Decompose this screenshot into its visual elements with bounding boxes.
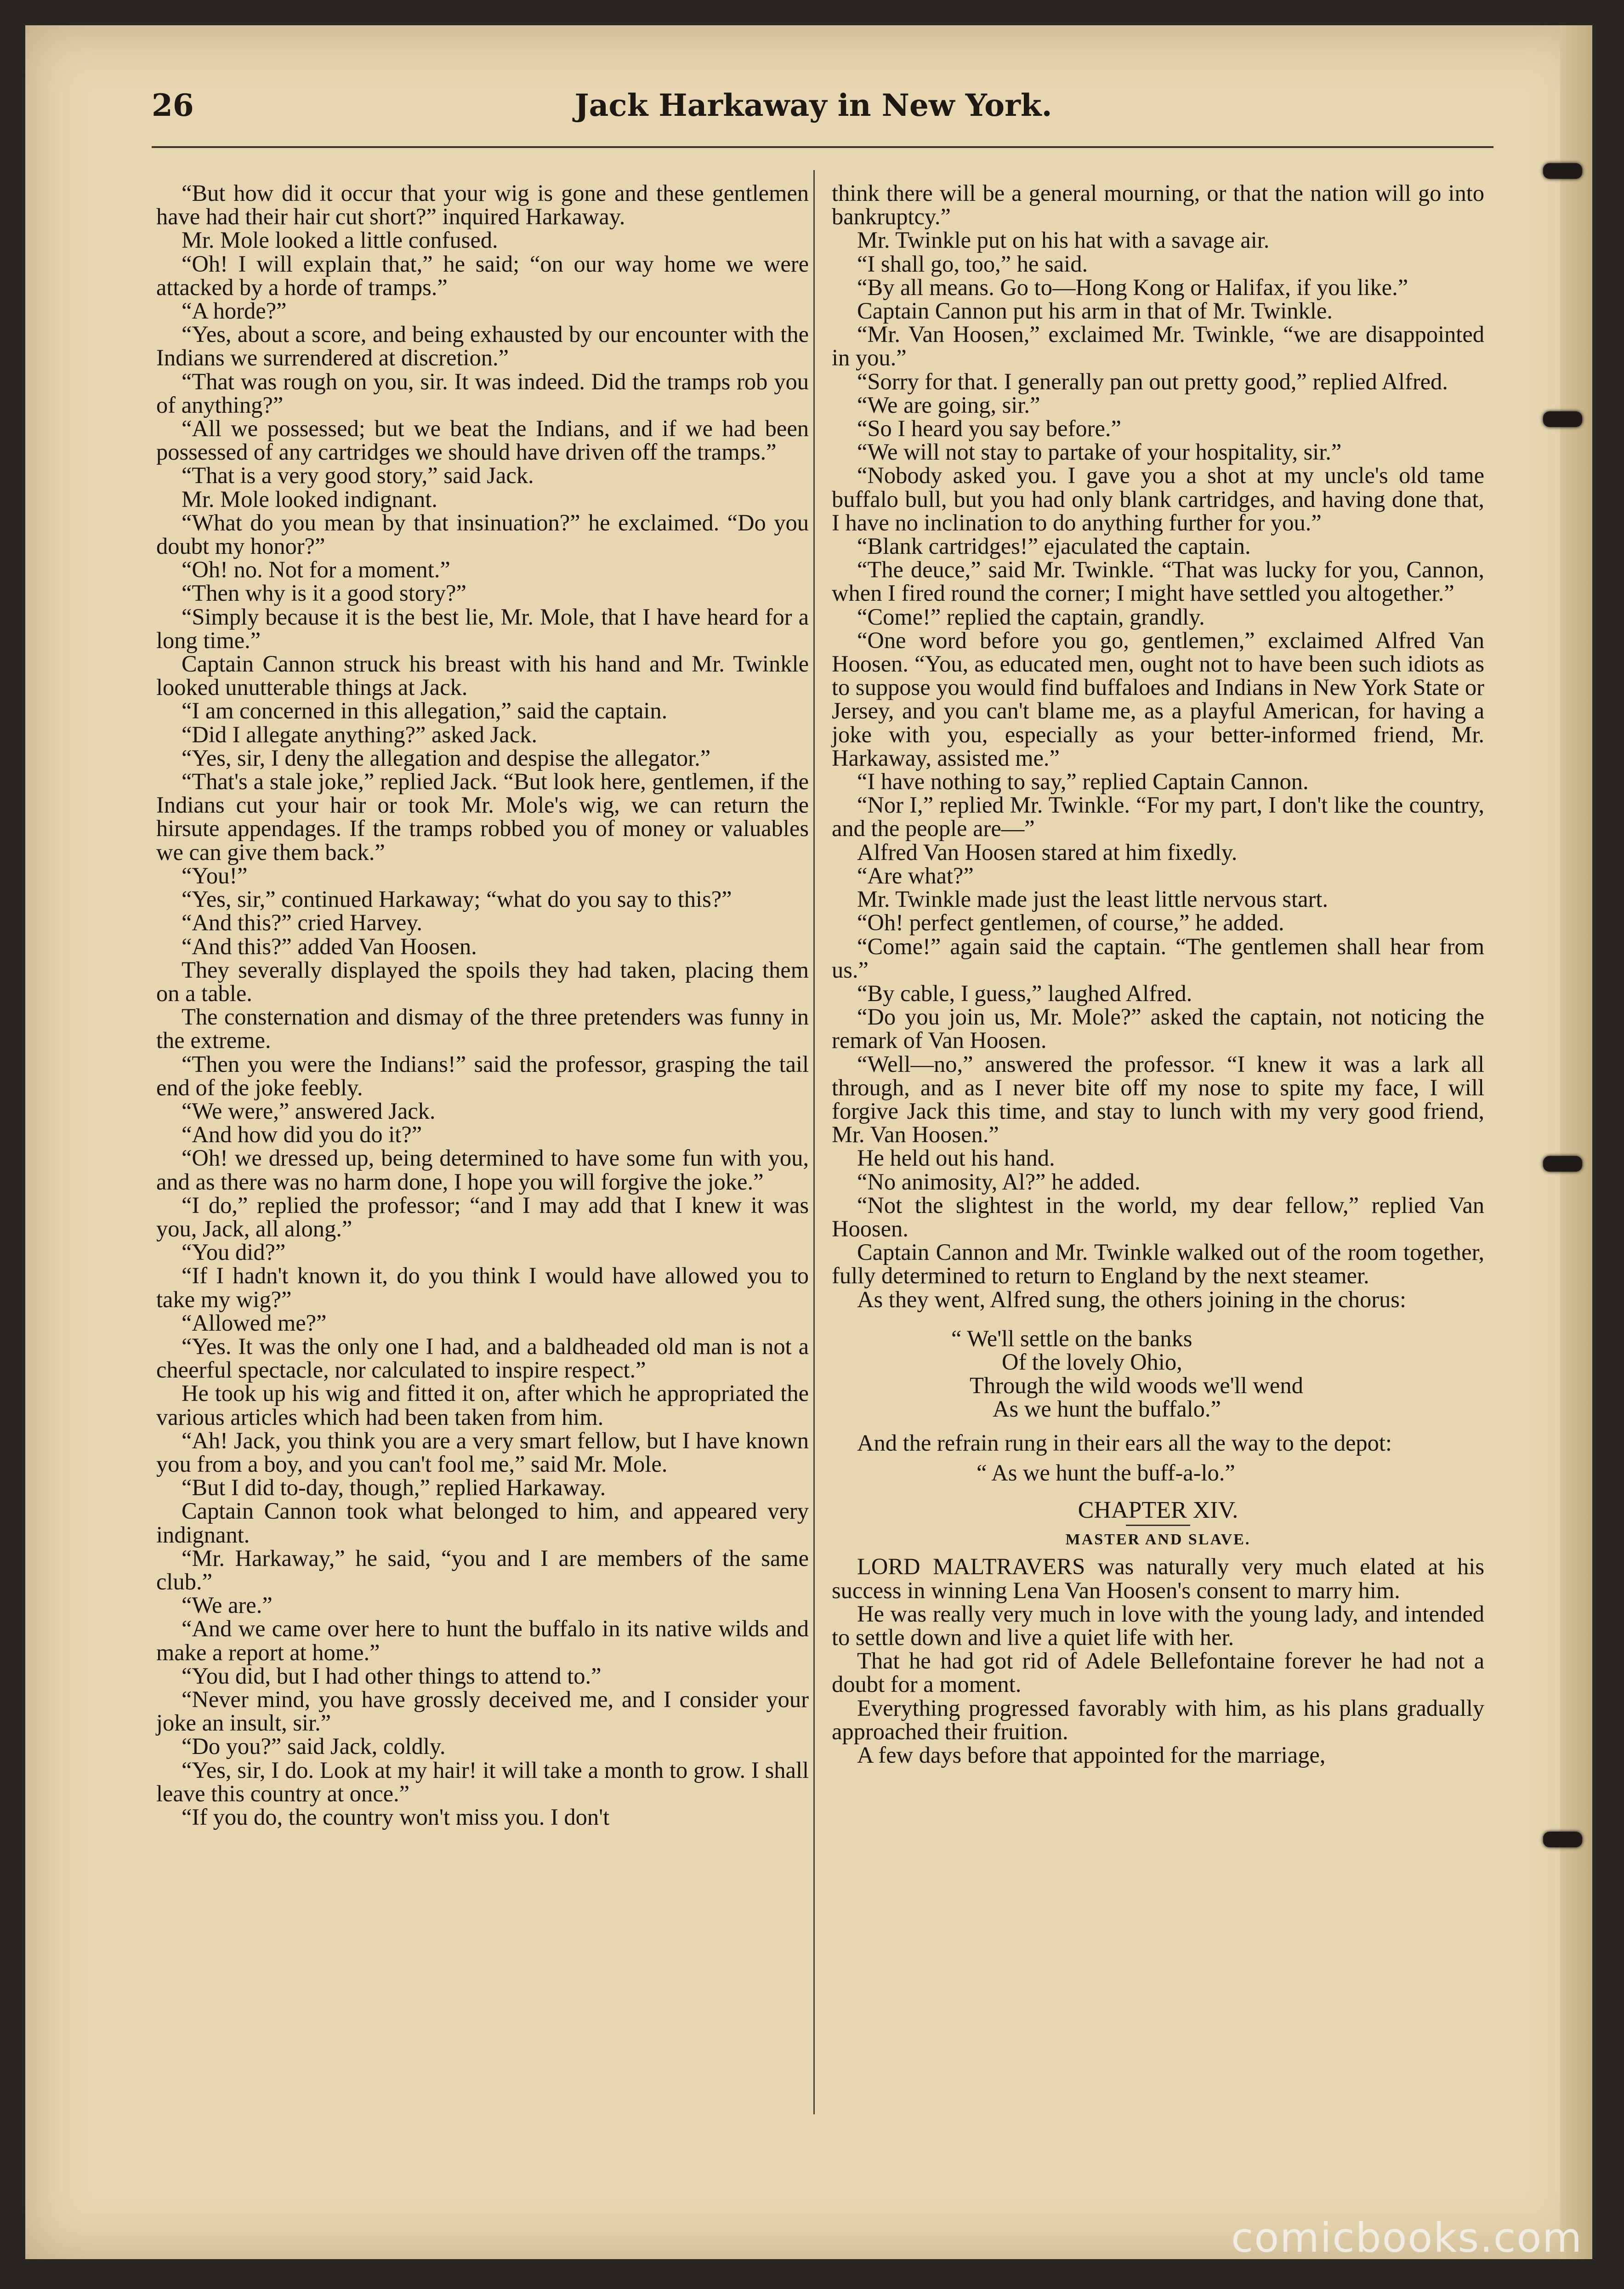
paragraph: “Yes, sir, I deny the allegation and despise the allegator.” bbox=[182, 745, 711, 771]
chapter-rule bbox=[1126, 1525, 1190, 1526]
running-title: Jack Harkaway in New York. bbox=[574, 87, 1052, 123]
paragraph: And the refrain rung in their ears all the way to the depot: bbox=[857, 1429, 1392, 1456]
paragraph: They severally displayed the spoils they had taken, placing them on a table. bbox=[156, 957, 809, 1006]
paragraph: “Nor I,” replied Mr. Twinkle. “For my part, I don't like the country, and the people are—” bbox=[832, 792, 1484, 842]
paragraph: Captain Cannon took what belonged to him, and appeared very indignant. bbox=[156, 1498, 809, 1548]
paragraph: “Ah! Jack, you think you are a very smart fellow, but I have known you from a boy, and you can't fool me,” said Mr. Mole. bbox=[156, 1427, 809, 1477]
paragraph: “What do you mean by that insinuation?” he exclaimed. “Do you doubt my honor?” bbox=[156, 509, 809, 559]
right-column-text-c bbox=[832, 1555, 1484, 1767]
paragraph: Everything progressed favorably with him, as his plans gradually approached their fruition. bbox=[832, 1695, 1484, 1744]
paragraph: “You!” bbox=[182, 862, 248, 888]
paragraph: Mr. Twinkle made just the least little nervous start. bbox=[857, 886, 1328, 912]
page-number: 26 bbox=[152, 87, 194, 123]
paragraph: “If I hadn't known it, do you think I would have allowed you to take my wig?” bbox=[156, 1263, 809, 1312]
paragraph: “We were,” answered Jack. bbox=[182, 1098, 436, 1124]
paragraph: “I shall go, too,” he said. bbox=[857, 251, 1088, 277]
paragraph: “And we came over here to hunt the buffalo in its native wilds and make a report at home.” bbox=[156, 1616, 809, 1665]
verse-line: Through the wild woods we'll wend bbox=[970, 1372, 1303, 1399]
paragraph: “Nobody asked you. I gave you a shot at my uncle's old tame buffalo bull, but you had only blank cartridges, and having done that, I have no inclination to do anything further for you.” bbox=[832, 462, 1484, 535]
paragraph: “All we possessed; but we beat the Indians, and if we had been possessed of any cartridges we should have driven off the tramps.” bbox=[156, 416, 809, 465]
paragraph: “So I heard you say before.” bbox=[857, 416, 1121, 442]
staple bbox=[1543, 1832, 1582, 1847]
paragraph: “Oh! perfect gentlemen, of course,” he added. bbox=[857, 910, 1284, 936]
paragraph: “That's a stale joke,” replied Jack. “But look here, gentlemen, if the Indians cut your hair or took Mr. Mole's wig, we can return the hirsute appendages. If the tramps robbed you of money or valuables we can give them back.” bbox=[156, 769, 809, 865]
paragraph: “Do you?” said Jack, coldly. bbox=[182, 1733, 446, 1759]
paragraph: Captain Cannon struck his breast with his hand and Mr. Twinkle looked unutterable things at Jack. bbox=[156, 651, 809, 700]
chorus-end: “ As we hunt the buff-a-lo.” bbox=[977, 1459, 1235, 1486]
paragraph: “Come!” again said the captain. “The gentlemen shall hear from us.” bbox=[832, 933, 1484, 983]
staple bbox=[1543, 411, 1582, 427]
paragraph: That he had got rid of Adele Bellefontaine forever he had not a doubt for a moment. bbox=[832, 1648, 1484, 1697]
paragraph: “Come!” replied the captain, grandly. bbox=[857, 604, 1205, 630]
verse bbox=[832, 1327, 1484, 1421]
paragraph: “Oh! we dressed up, being determined to have some fun with you, and as there was no harm done, I hope you will forgive the joke.” bbox=[156, 1145, 809, 1195]
paragraph: “Well—no,” answered the professor. “I knew it was a lark all through, and as I never bite off my nose to spite my face, I will forgive Jack this time, and stay to lunch with my very good friend, Mr. Van Hoosen.” bbox=[832, 1051, 1484, 1148]
paragraph: The consternation and dismay of the three pretenders was funny in the extreme. bbox=[156, 1004, 809, 1053]
paragraph: “Do you join us, Mr. Mole?” asked the captain, not noticing the remark of Van Hoosen. bbox=[832, 1004, 1484, 1053]
paragraph: think there will be a general mourning, or that the nation will go into bankruptcy.” bbox=[832, 180, 1484, 230]
watermark: comicbooks.com bbox=[1231, 2214, 1583, 2261]
header-rule bbox=[152, 146, 1493, 148]
paragraph: “Then why is it a good story?” bbox=[182, 580, 466, 606]
paragraph: “We are.” bbox=[182, 1592, 273, 1618]
paragraph: “Never mind, you have grossly deceived me, and I consider your joke an insult, sir.” bbox=[156, 1686, 809, 1736]
paragraph: “Allowed me?” bbox=[182, 1310, 327, 1336]
page bbox=[25, 25, 1592, 2259]
paragraph: He was really very much in love with the young lady, and intended to settle down and live a quiet life with her. bbox=[832, 1600, 1484, 1650]
paragraph: Mr. Mole looked indignant. bbox=[182, 486, 437, 512]
staple bbox=[1543, 1156, 1582, 1172]
paragraph: LORD MALTRAVERS was naturally very much elated at his success in winning Lena Van Hoosen's consent to marry him. bbox=[832, 1554, 1484, 1603]
paragraph: “But how did it occur that your wig is gone and these gentlemen have had their hair cut short?” inquired Harkaway. bbox=[156, 180, 809, 230]
paragraph: “No animosity, Al?” he added. bbox=[857, 1168, 1141, 1195]
paragraph: “You did?” bbox=[182, 1239, 286, 1265]
paragraph: “Yes, sir, I do. Look at my hair! it will take a month to grow. I shall leave this country at once.” bbox=[156, 1757, 809, 1806]
right-column-text-a bbox=[832, 182, 1484, 1311]
paragraph: “Blank cartridges!” ejaculated the captain. bbox=[857, 533, 1251, 559]
paragraph: “And how did you do it?” bbox=[182, 1122, 422, 1148]
paragraph: “We are going, sir.” bbox=[857, 392, 1040, 418]
paragraph: He held out his hand. bbox=[857, 1145, 1055, 1171]
paragraph: “A horde?” bbox=[182, 298, 287, 324]
paragraph: “And this?” cried Harvey. bbox=[182, 910, 422, 936]
paragraph: “I am concerned in this allegation,” said the captain. bbox=[182, 698, 668, 724]
paragraph: “But I did to-day, though,” replied Harkaway. bbox=[182, 1475, 606, 1501]
page-header bbox=[152, 87, 1475, 138]
paragraph: “Mr. Van Hoosen,” exclaimed Mr. Twinkle, “we are disappointed in you.” bbox=[832, 321, 1484, 371]
paragraph: “Oh! I will explain that,” he said; “on our way home we were attacked by a horde of tramps.” bbox=[156, 251, 809, 300]
verse-line: Of the lovely Ohio, bbox=[1002, 1349, 1182, 1375]
paragraph: “Sorry for that. I generally pan out pretty good,” replied Alfred. bbox=[857, 368, 1448, 394]
paragraph: “Did I allegate anything?” asked Jack. bbox=[182, 721, 537, 747]
binding-spine bbox=[1560, 25, 1592, 2259]
paragraph: “Oh! no. Not for a moment.” bbox=[182, 557, 450, 583]
paragraph: A few days before that appointed for the marriage, bbox=[857, 1742, 1326, 1768]
paragraph: “That is a very good story,” said Jack. bbox=[182, 462, 534, 489]
paragraph: “Mr. Harkaway,” he said, “you and I are members of the same club.” bbox=[156, 1545, 809, 1594]
paragraph: Mr. Mole looked a little confused. bbox=[182, 227, 498, 253]
left-column bbox=[156, 182, 809, 1829]
verse-line: As we hunt the buffalo.” bbox=[993, 1396, 1221, 1422]
paragraph: “By cable, I guess,” laughed Alfred. bbox=[857, 980, 1192, 1006]
paragraph: “One word before you go, gentlemen,” exclaimed Alfred Van Hoosen. “You, as educated men, ought not to have been such idiots as to suppose you would find buffaloes and Indians in New York State or Jersey, and you can't blame me, as a playful American, for having a joke with you, especially as your better-informed friend, Mr. Harkaway, assisted me.” bbox=[832, 627, 1484, 771]
paragraph: “That was rough on you, sir. It was indeed. Did the tramps rob you of anything?” bbox=[156, 368, 809, 418]
paragraph: Captain Cannon put his arm in that of Mr. Twinkle. bbox=[857, 298, 1333, 324]
paragraph: “And this?” added Van Hoosen. bbox=[182, 933, 477, 959]
right-column-text-b bbox=[832, 1431, 1484, 1455]
staple bbox=[1543, 163, 1582, 179]
paragraph: “Yes. It was the only one I had, and a baldheaded old man is not a cheerful spectacle, nor calculated to inspire respect.” bbox=[156, 1333, 809, 1383]
paragraph: “I have nothing to say,” replied Captain Cannon. bbox=[857, 769, 1309, 795]
verse-line: “ We'll settle on the banks bbox=[951, 1325, 1192, 1351]
paragraph: “By all means. Go to—Hong Kong or Halifax, if you like.” bbox=[857, 274, 1408, 300]
paragraph: “Simply because it is the best lie, Mr. Mole, that I have heard for a long time.” bbox=[156, 604, 809, 653]
paragraph: Mr. Twinkle put on his hat with a savage air. bbox=[857, 227, 1270, 253]
paragraph: “Then you were the Indians!” said the professor, grasping the tail end of the joke feebly. bbox=[156, 1051, 809, 1100]
paragraph: He took up his wig and fitted it on, after which he appropriated the various articles which had been taken from him. bbox=[156, 1380, 809, 1430]
paragraph: “We will not stay to partake of your hospitality, sir.” bbox=[857, 439, 1342, 465]
right-column bbox=[832, 182, 1484, 1767]
paragraph: As they went, Alfred sung, the others joining in the chorus: bbox=[857, 1286, 1406, 1312]
paragraph: “If you do, the country won't miss you. I don't bbox=[182, 1804, 610, 1830]
paragraph: “I do,” replied the professor; “and I may add that I knew it was you, Jack, all along.” bbox=[156, 1192, 809, 1241]
paragraph: “The deuce,” said Mr. Twinkle. “That was lucky for you, Cannon, when I fired round the corner; I might have settled you altogether.” bbox=[832, 557, 1484, 606]
chapter-subtitle: MASTER AND SLAVE. bbox=[1065, 1531, 1251, 1549]
paragraph: “Yes, sir,” continued Harkaway; “what do you say to this?” bbox=[182, 886, 732, 912]
chapter-title: CHAPTER XIV. bbox=[1078, 1497, 1238, 1523]
paragraph: Captain Cannon and Mr. Twinkle walked out of the room together, fully determined to return to England by the next steamer. bbox=[832, 1239, 1484, 1289]
paragraph: Alfred Van Hoosen stared at him fixedly. bbox=[857, 839, 1238, 865]
paragraph: “Yes, about a score, and being exhausted by our encounter with the Indians we surrendered at discretion.” bbox=[156, 321, 809, 371]
paragraph: “Not the slightest in the world, my dear fellow,” replied Van Hoosen. bbox=[832, 1192, 1484, 1241]
paragraph: “Are what?” bbox=[857, 862, 974, 888]
paragraph: “You did, but I had other things to attend to.” bbox=[182, 1663, 602, 1689]
column-divider bbox=[813, 170, 815, 2114]
